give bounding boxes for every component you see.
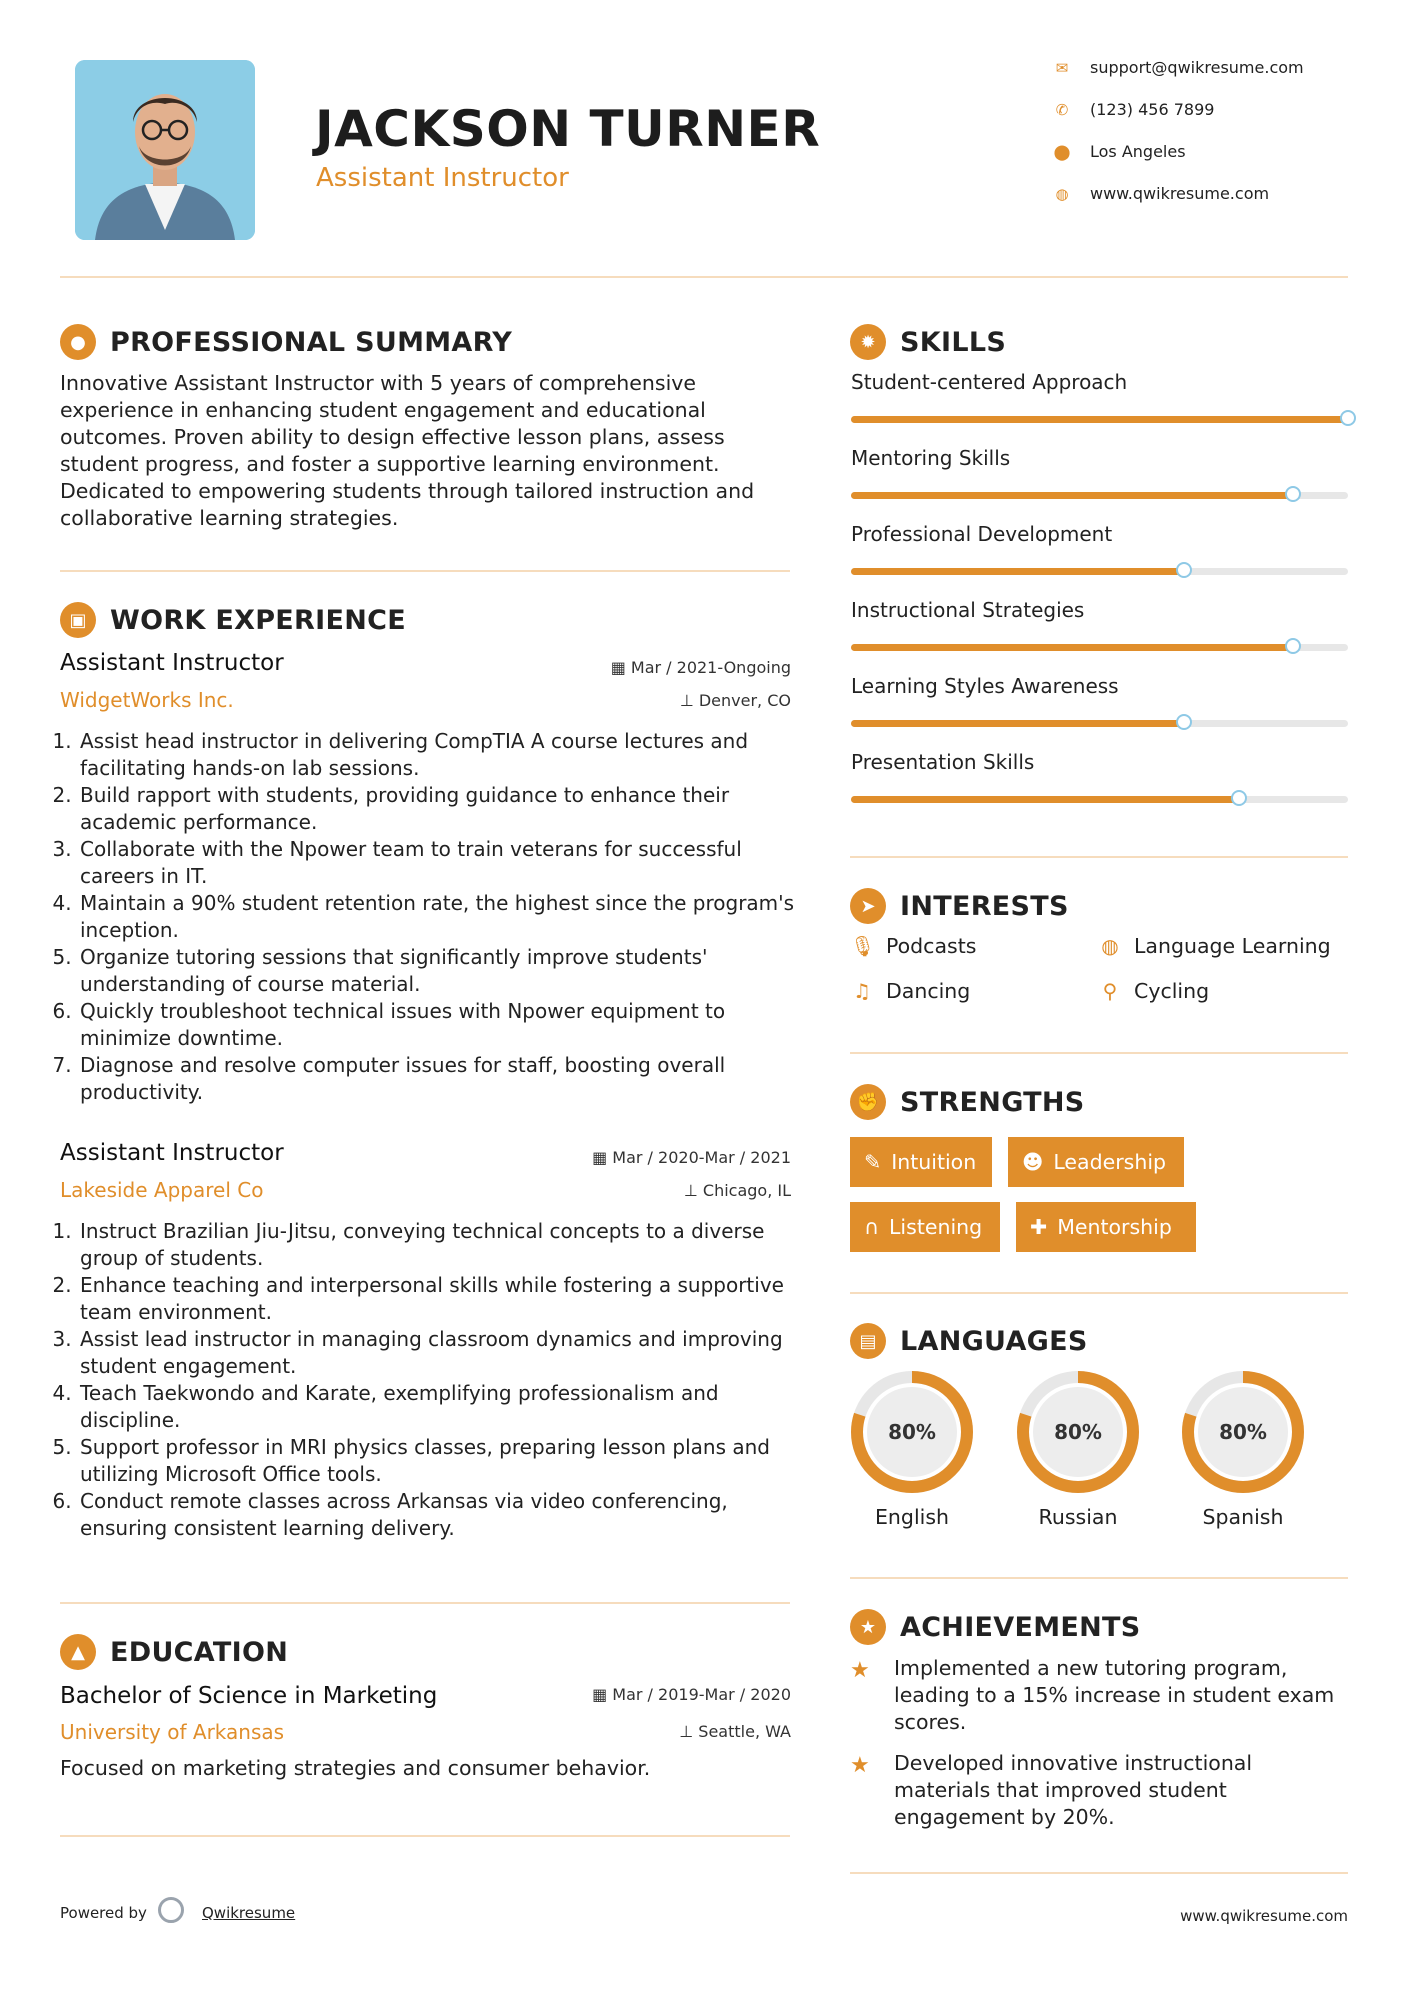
- job-2-location: ⊥ Chicago, IL: [683, 1181, 791, 1200]
- strength-label: Leadership: [1053, 1150, 1167, 1174]
- skill-name: Professional Development: [851, 522, 1113, 546]
- education-date: ▦ Mar / 2019-Mar / 2020: [592, 1685, 791, 1704]
- language-percent: 80%: [888, 1420, 936, 1444]
- list-item: 2. Enhance teaching and interpersonal skills while fostering a supportive team environment.: [78, 1272, 808, 1326]
- strengths-heading: [850, 1084, 1085, 1120]
- list-item: 4. Maintain a 90% student retention rate, the highest since the program's inception.: [78, 890, 808, 944]
- education-location: ⊥ Seattle, WA: [679, 1722, 791, 1741]
- job-2-date: ▦ Mar / 2020-Mar / 2021: [592, 1148, 791, 1167]
- contact-website[interactable]: [1052, 184, 1269, 203]
- language-item: [1181, 1370, 1305, 1535]
- strength-label: Listening: [889, 1215, 983, 1239]
- language-name: Russian: [1038, 1505, 1118, 1529]
- language-percent: 80%: [1219, 1420, 1267, 1444]
- contact-phone-text: (123) 456 7899: [1090, 100, 1215, 119]
- interest-label: Dancing: [886, 979, 971, 1003]
- contact-phone[interactable]: [1052, 100, 1214, 119]
- skill-name: Mentoring Skills: [851, 446, 1011, 470]
- experience-divider: [60, 1602, 790, 1604]
- education-degree: Bachelor of Science in Marketing: [60, 1683, 438, 1709]
- footer-url[interactable]: www.qwikresume.com: [1180, 1907, 1348, 1925]
- language-item: [1016, 1370, 1140, 1535]
- graduation-icon: ▲: [60, 1634, 96, 1670]
- summary-divider: [60, 570, 790, 572]
- profile-photo: [75, 60, 255, 240]
- interest-cycling: [1098, 979, 1209, 1003]
- magic-wand-icon: ✎: [864, 1150, 882, 1174]
- skills-heading: [850, 324, 1006, 360]
- pin-icon: ⊥: [679, 1722, 699, 1741]
- list-item: 4. Teach Taekwondo and Karate, exemplifying professionalism and discipline.: [78, 1380, 808, 1434]
- list-item: 7. Diagnose and resolve computer issues for staff, boosting overall productivity.: [78, 1052, 808, 1106]
- language-name: Spanish: [1202, 1505, 1284, 1529]
- skill-bar-fill: [851, 568, 1184, 575]
- skill-bar-track: [851, 416, 1348, 423]
- headphones-icon: ∩: [864, 1215, 880, 1239]
- language-name: English: [874, 1505, 950, 1529]
- briefcase-icon: ▣: [60, 602, 96, 638]
- calendar-icon: ▦: [610, 658, 631, 677]
- skill-level-knob: [1176, 562, 1192, 578]
- summary-heading-text: PROFESSIONAL SUMMARY: [110, 326, 513, 358]
- users-icon: ☻: [1022, 1150, 1044, 1174]
- skill-name: Instructional Strategies: [851, 598, 1085, 622]
- job-1-company: WidgetWorks Inc.: [60, 688, 234, 712]
- skill-bar-track: [851, 720, 1348, 727]
- job-1-title: Assistant Instructor: [60, 650, 284, 676]
- user-plus-icon: ✚: [1030, 1215, 1048, 1239]
- calendar-icon: ▦: [592, 1685, 613, 1704]
- globe-icon: ◍: [1055, 184, 1069, 203]
- skill-bar-fill: [851, 720, 1184, 727]
- interest-language-learning: [1098, 934, 1331, 958]
- skills-heading-text: SKILLS: [900, 326, 1007, 358]
- envelope-icon: ✉: [1055, 58, 1069, 77]
- job-2-duties: [60, 1218, 808, 1542]
- education-divider: [60, 1835, 790, 1837]
- pin-icon: ⊥: [679, 691, 699, 710]
- fist-icon: ✊: [850, 1084, 886, 1120]
- lightbulb-icon: ✹: [850, 324, 886, 360]
- experience-heading-text: WORK EXPERIENCE: [110, 604, 406, 636]
- skill-bar-track: [851, 568, 1348, 575]
- interests-heading: [850, 888, 1069, 924]
- header-divider: [60, 276, 1348, 278]
- list-item: 3. Assist lead instructor in managing classroom dynamics and improving student engagement.: [78, 1326, 808, 1380]
- phone-icon: ✆: [1055, 100, 1069, 119]
- user-icon: ●: [60, 324, 96, 360]
- job-1-date: ▦ Mar / 2021-Ongoing: [610, 658, 791, 677]
- education-school: University of Arkansas: [60, 1720, 285, 1744]
- star-icon: ★: [850, 1753, 870, 1778]
- interest-label: Podcasts: [886, 934, 977, 958]
- contact-website-text: www.qwikresume.com: [1090, 184, 1270, 203]
- paper-plane-icon: ➤: [850, 888, 886, 924]
- skill-bar-track: [851, 492, 1348, 499]
- footer-powered-by: Powered by: [60, 1904, 147, 1922]
- list-item: 1. Assist head instructor in delivering CompTIA A course lectures and facilitating hands-on lab sessions.: [78, 728, 808, 782]
- calendar-icon: ▦: [592, 1148, 613, 1167]
- contact-email-text: support@qwikresume.com: [1090, 58, 1304, 77]
- qwikresume-logo-icon: [158, 1897, 184, 1923]
- achievement-text: Developed innovative instructional materials that improved student engagement by 20%.: [894, 1751, 1253, 1829]
- achievements-heading-text: ACHIEVEMENTS: [900, 1611, 1141, 1643]
- candidate-title: Assistant Instructor: [316, 163, 569, 193]
- education-heading-text: EDUCATION: [110, 1636, 289, 1668]
- list-item: 5. Support professor in MRI physics classes, preparing lesson plans and utilizing Microsoft Office tools.: [78, 1434, 808, 1488]
- strength-tag-mentorship: [1016, 1202, 1196, 1252]
- skill-level-knob: [1285, 638, 1301, 654]
- contact-location-text: Los Angeles: [1090, 142, 1186, 161]
- skill-bar-fill: [851, 644, 1293, 651]
- strengths-divider: [850, 1292, 1348, 1294]
- skill-name: Presentation Skills: [851, 750, 1035, 774]
- language-percent: 80%: [1054, 1420, 1102, 1444]
- job-2-company: Lakeside Apparel Co: [60, 1178, 264, 1202]
- list-item: 6. Quickly troubleshoot technical issues with Npower equipment to minimize downtime.: [78, 998, 808, 1052]
- list-item: 5. Organize tutoring sessions that significantly improve students' understanding of course material.: [78, 944, 808, 998]
- experience-heading: [60, 602, 406, 638]
- education-heading: [60, 1634, 288, 1670]
- list-item: 6. Conduct remote classes across Arkansas via video conferencing, ensuring consistent learning delivery.: [78, 1488, 808, 1542]
- languages-divider: [850, 1577, 1348, 1579]
- globe-icon: ◍: [1101, 934, 1119, 958]
- education-description: Focused on marketing strategies and consumer behavior.: [60, 1756, 651, 1780]
- summary-text: Innovative Assistant Instructor with 5 years of comprehensive experience in enhancing student engagement and educational outcomes. Proven ability to design effective lesson plans, assess student progress, and foster a supportive learning environment. Dedicated to empowering students through tailored instruction and collaborative learning strategies.: [60, 371, 755, 530]
- list-item: 1. Instruct Brazilian Jiu-Jitsu, conveying technical concepts to a diverse group of students.: [78, 1218, 808, 1272]
- skill-level-knob: [1231, 790, 1247, 806]
- skill-name: Learning Styles Awareness: [851, 674, 1119, 698]
- star-icon: ★: [850, 1658, 870, 1683]
- skill-bar-track: [851, 644, 1348, 651]
- person-portrait: [75, 60, 255, 240]
- interest-dancing: [850, 979, 970, 1003]
- language-item: [850, 1370, 974, 1535]
- star-badge-icon: ★: [850, 1609, 886, 1645]
- skill-bar-fill: [851, 416, 1348, 423]
- job-2-title: Assistant Instructor: [60, 1140, 284, 1166]
- achievement-text: Implemented a new tutoring program, leading to a 15% increase in student exam scores.: [894, 1656, 1335, 1734]
- strength-label: Intuition: [891, 1150, 977, 1174]
- achievements-divider: [850, 1872, 1348, 1874]
- skill-bar-track: [851, 796, 1348, 803]
- map-pin-icon: ⬤: [1053, 142, 1071, 161]
- languages-heading-text: LANGUAGES: [900, 1325, 1088, 1357]
- summary-heading: [60, 324, 512, 360]
- achievement-item: [850, 1655, 1348, 1736]
- pin-icon: ⊥: [683, 1181, 703, 1200]
- skill-level-knob: [1285, 486, 1301, 502]
- interest-label: Language Learning: [1134, 934, 1331, 958]
- skill-level-knob: [1176, 714, 1192, 730]
- skills-divider: [850, 856, 1348, 858]
- achievements-heading: [850, 1609, 1141, 1645]
- bicycle-icon: ⚲: [1102, 979, 1118, 1003]
- interest-label: Cycling: [1134, 979, 1210, 1003]
- list-item: 2. Build rapport with students, providing guidance to enhance their academic performance.: [78, 782, 808, 836]
- languages-heading: [850, 1323, 1088, 1359]
- microphone-icon: 🎙: [850, 934, 876, 958]
- list-item: 3. Collaborate with the Npower team to train veterans for successful careers in IT.: [78, 836, 808, 890]
- job-1-duties: [60, 728, 808, 1106]
- footer-brand-link[interactable]: Qwikresume: [202, 1904, 296, 1922]
- achievement-item: [850, 1750, 1348, 1831]
- skill-name: Student-centered Approach: [851, 370, 1128, 394]
- strength-label: Mentorship: [1057, 1215, 1172, 1239]
- strength-tag-listening: [850, 1202, 1000, 1252]
- interests-divider: [850, 1052, 1348, 1054]
- candidate-name: JACKSON TURNER: [315, 100, 821, 158]
- strength-tag-leadership: [1008, 1137, 1184, 1187]
- job-1-location: ⊥ Denver, CO: [679, 691, 791, 710]
- strength-tag-intuition: [850, 1137, 992, 1187]
- skill-bar-fill: [851, 492, 1293, 499]
- interests-heading-text: INTERESTS: [900, 890, 1069, 922]
- contact-location: [1052, 142, 1186, 161]
- interest-podcasts: [850, 934, 976, 958]
- music-icon: ♫: [853, 979, 871, 1003]
- skill-bar-fill: [851, 796, 1239, 803]
- contact-email[interactable]: [1052, 58, 1304, 77]
- language-icon: ▤: [850, 1323, 886, 1359]
- strengths-heading-text: STRENGTHS: [900, 1086, 1085, 1118]
- skill-level-knob: [1340, 410, 1356, 426]
